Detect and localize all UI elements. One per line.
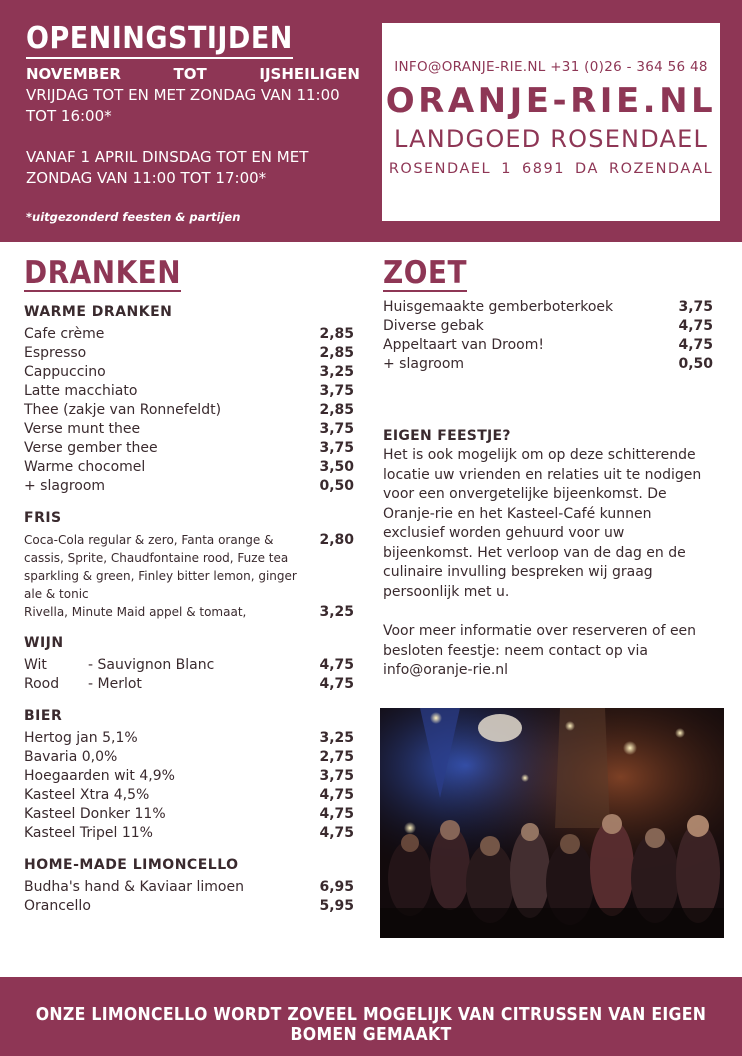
sweets-list — [383, 298, 713, 374]
party-description: Het is ook mogelijk om op deze schitterende locatie uw vrienden en relaties uit te nodigen voor een onvergetelijke bijeenkomst. De Oranje-rie en het Kasteel-Café kunnen exclusief worden gehuurd voor uw bijeenkomst. Het verloop van de dag en de culinaire invulling bespreken wij graag persoonlijk met u. — [383, 447, 702, 600]
opening-hours-title: OPENINGSTIJDEN — [26, 22, 293, 59]
menu-item: Kasteel Tripel 11% 4,75 — [24, 825, 354, 841]
opening-hours — [26, 22, 360, 228]
footer-slogan: ONZE LIMONCELLO WORDT ZOVEEL MOGELIJK VAN CITRUSSEN VAN EIGEN BOMEN GEMAAKT — [35, 1005, 707, 1045]
sweets-title: ZOET — [383, 255, 468, 291]
wine-heading: WIJN — [24, 635, 64, 651]
menu-item: Verse munt thee 3,75 — [24, 421, 354, 437]
menu-item: Hoegaarden wit 4,9% 3,75 — [24, 768, 354, 784]
opening-hours-winter: VRIJDAG TOT EN MET ZONDAG VAN 11:00 TOT 16:00* — [26, 86, 340, 125]
party-contact-info: Voor meer informatie over reserveren of een besloten feestje: neem contact op via info@oranje-rie.nl — [383, 623, 697, 678]
contact-box — [382, 23, 720, 221]
limoncello-list — [24, 878, 354, 916]
limoncello-heading: HOME-MADE LIMONCELLO — [24, 857, 239, 873]
menu-item: + slagroom 0,50 — [383, 356, 713, 372]
menu-item: Cafe crème 2,85 — [24, 326, 354, 342]
menu-item: Wit - Sauvignon Blanc 4,75 — [24, 657, 354, 673]
party-photo-illustration — [380, 708, 724, 938]
drinks-column — [24, 256, 354, 916]
menu-item: Hertog jan 5,1% 3,25 — [24, 730, 354, 746]
menu-item: Verse gember thee 3,75 — [24, 440, 354, 456]
menu-item: Orancello 5,95 — [24, 898, 354, 914]
menu-item: Huisgemaakte gemberboterkoek 3,75 — [383, 299, 713, 315]
beer-heading: BIER — [24, 708, 63, 724]
menu-item: Espresso 2,85 — [24, 345, 354, 361]
menu-item: Appeltaart van Droom! 4,75 — [383, 337, 713, 353]
menu-item: Kasteel Donker 11% 4,75 — [24, 806, 354, 822]
menu-item: Bavaria 0,0% 2,75 — [24, 749, 354, 765]
drinks-title: DRANKEN — [24, 255, 182, 291]
menu-item: Thee (zakje van Ronnefeldt) 2,85 — [24, 402, 354, 418]
contact-email-phone[interactable]: INFO@ORANJE-RIE.NL +31 (0)26 - 364 56 48 — [394, 59, 708, 75]
soft-drinks-list — [24, 531, 354, 621]
header-banner — [0, 0, 742, 242]
menu-item: Budha's hand & Kaviaar limoen 6,95 — [24, 879, 354, 895]
menu-item: Latte macchiato 3,75 — [24, 383, 354, 399]
footer-banner — [0, 977, 742, 1056]
menu-item: Diverse gebak 4,75 — [383, 318, 713, 334]
estate-name: LANDGOED ROSENDAEL — [393, 125, 709, 153]
menu-item: Warme chocomel 3,50 — [24, 459, 354, 475]
wine-list — [24, 656, 354, 694]
party-heading: EIGEN FEESTJE? — [383, 428, 511, 444]
menu-item: + slagroom 0,50 — [24, 478, 354, 494]
warm-drinks-heading: WARME DRANKEN — [24, 304, 173, 320]
menu-item: Coca-Cola regular & zero, Fanta orange & cassis, Sprite, Chaudfontaine rood, Fuze tea sparkling & green, Finley bitter lemon, ginger ale & tonic 2,80 — [24, 532, 354, 601]
beer-list — [24, 729, 354, 843]
soft-drinks-heading: FRIS — [24, 510, 62, 526]
menu-item: Cappuccino 3,25 — [24, 364, 354, 380]
warm-drinks-list — [24, 325, 354, 496]
opening-hours-season: NOVEMBER TOT IJSHEILIGEN — [26, 65, 360, 83]
website-name[interactable]: ORANJE-RIE.NL — [385, 81, 717, 121]
opening-hours-summer: VANAF 1 APRIL DINSDAG TOT EN MET ZONDAG VAN 11:00 TOT 17:00* — [26, 148, 309, 187]
menu-item: Rood - Merlot 4,75 — [24, 676, 354, 692]
menu-item: Kasteel Xtra 4,5% 4,75 — [24, 787, 354, 803]
address: ROSENDAEL 1 6891 DA ROZENDAAL — [388, 161, 714, 177]
opening-hours-note: *uitgezonderd feesten & partijen — [26, 210, 241, 224]
sweets-column — [383, 256, 713, 681]
menu-item: Rivella, Minute Maid appel & tomaat, 3,25 — [24, 604, 354, 620]
party-photo — [380, 708, 724, 938]
